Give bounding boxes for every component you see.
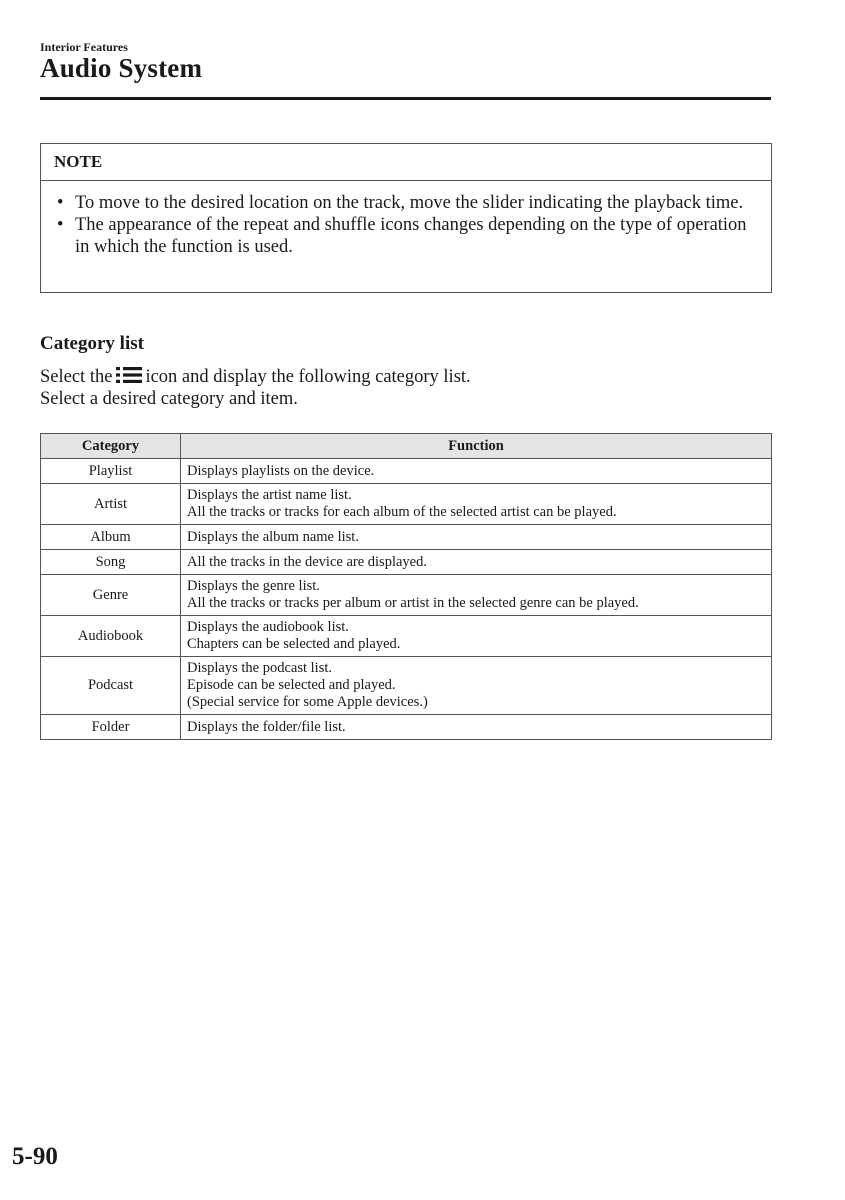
function-cell: [181, 484, 772, 525]
function-line: Episode can be selected and played.: [187, 677, 396, 693]
function-line: Displays the genre list.: [187, 578, 320, 594]
function-cell: [181, 575, 772, 616]
column-header-category: Category: [41, 434, 181, 459]
function-cell: [181, 550, 772, 575]
note-item: [57, 192, 751, 214]
category-cell: Artist: [41, 484, 181, 525]
bullet-icon: •: [57, 193, 64, 213]
function-line: Displays the folder/file list.: [187, 718, 346, 735]
function-cell: [181, 459, 772, 484]
function-line: Displays the audiobook list.: [187, 619, 349, 635]
function-line: All the tracks or tracks per album or artist in the selected genre can be played.: [187, 595, 639, 611]
table-row: [41, 616, 772, 657]
function-line: Displays the album name list.: [187, 528, 359, 545]
category-cell: Playlist: [41, 459, 181, 484]
table-row: [41, 657, 772, 715]
note-item-text: To move to the desired location on the track, move the slider indicating the playback time.: [75, 193, 744, 213]
note-item-text: The appearance of the repeat and shuffle icons changes depending on the type of operation in which the function is used.: [75, 215, 747, 257]
column-header-function: Function: [181, 434, 772, 459]
category-table: [40, 433, 772, 740]
category-list-heading: Category list: [40, 333, 144, 354]
category-cell: Genre: [41, 575, 181, 616]
table-row: [41, 525, 772, 550]
intro-text-before: Select the: [40, 367, 113, 387]
note-heading: NOTE: [41, 144, 771, 181]
intro-line-2: Select a desired category and item.: [40, 389, 298, 409]
page-title: Audio System: [40, 53, 203, 83]
note-item: [57, 214, 751, 258]
function-line: Displays the artist name list.: [187, 487, 352, 503]
table-header-row: [41, 434, 772, 459]
function-cell: [181, 616, 772, 657]
function-line: Displays the podcast list.: [187, 660, 332, 676]
function-line: All the tracks in the device are displayed.: [187, 553, 427, 570]
intro-text-after: icon and display the following category list.: [145, 367, 471, 387]
table-row: [41, 575, 772, 616]
category-cell: Album: [41, 525, 181, 550]
category-intro: [40, 366, 471, 410]
page-number: 5-90: [12, 1143, 58, 1170]
category-cell: Song: [41, 550, 181, 575]
note-list: [41, 181, 771, 258]
function-cell: [181, 715, 772, 740]
bullet-icon: •: [57, 215, 64, 235]
function-line: All the tracks or tracks for each album of the selected artist can be played.: [187, 504, 617, 520]
function-line: Chapters can be selected and played.: [187, 636, 401, 652]
function-line: (Special service for some Apple devices.): [187, 694, 428, 710]
table-row: [41, 550, 772, 575]
table-row: [41, 715, 772, 740]
category-cell: Folder: [41, 715, 181, 740]
intro-line-1: [40, 366, 471, 388]
function-cell: [181, 525, 772, 550]
function-line: Displays playlists on the device.: [187, 462, 375, 479]
list-menu-icon: [116, 366, 142, 384]
table-row: [41, 484, 772, 525]
title-divider: [40, 97, 771, 100]
table-row: [41, 459, 772, 484]
function-cell: [181, 657, 772, 715]
note-box: [40, 143, 772, 293]
section-label: Interior Features: [40, 40, 128, 54]
category-cell: Podcast: [41, 657, 181, 715]
category-cell: Audiobook: [41, 616, 181, 657]
